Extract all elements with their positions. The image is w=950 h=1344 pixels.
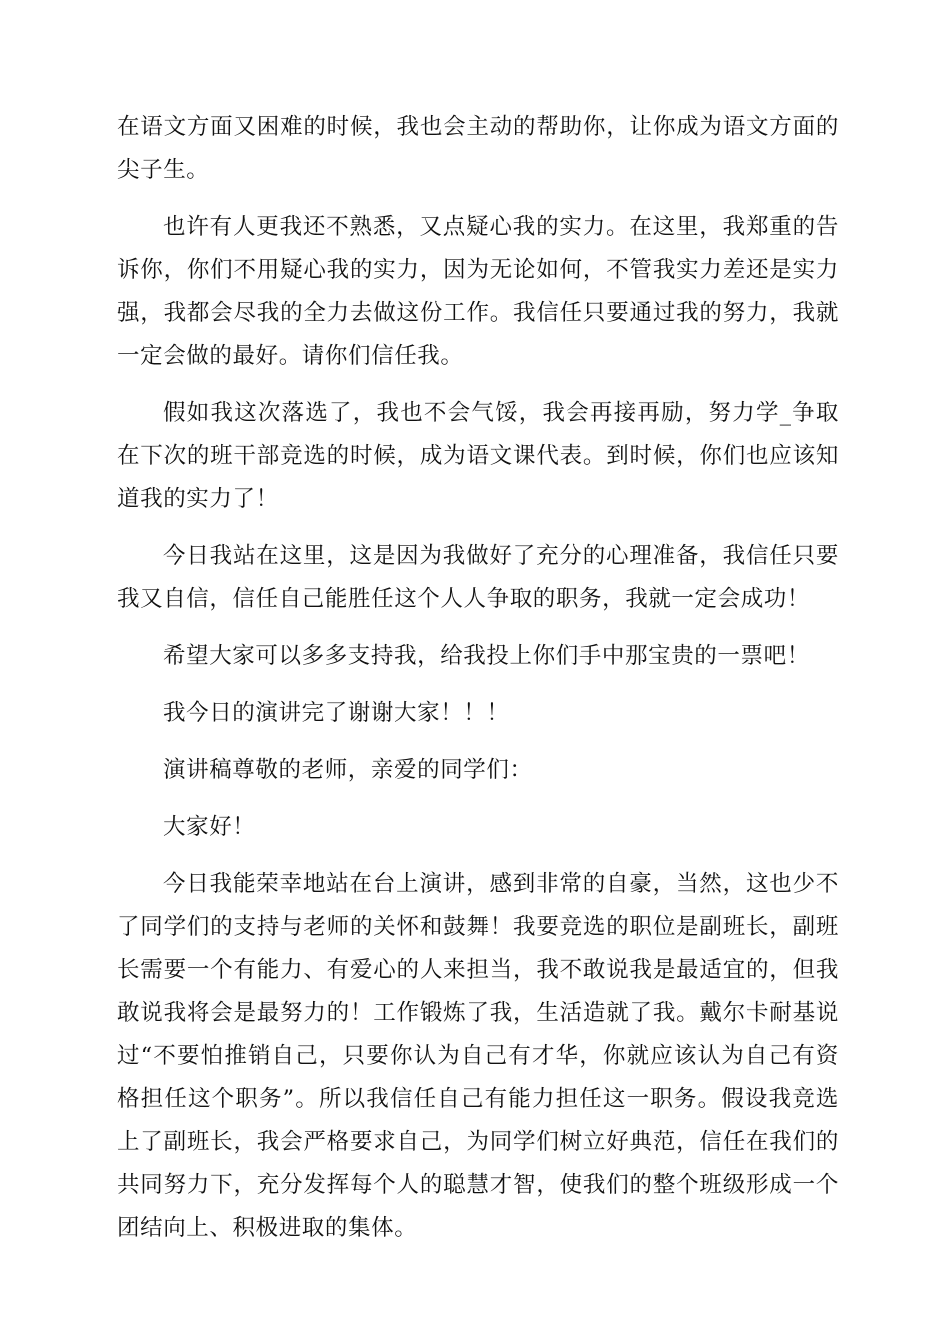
paragraph-7: 演讲稿尊敬的老师，亲爱的同学们： <box>163 757 533 783</box>
paragraph-3: 假如我这次落选了，我也不会气馁，我会再接再励，努力学_争取在下次的班干部竞选的时候，成为语文课代表。到时候，你们也应该知道我的实力了！ <box>117 400 839 512</box>
paragraph-1: 在语文方面又困难的时候，我也会主动的帮助你，让你成为语文方面的尖子生。 <box>117 114 839 183</box>
paragraph-8: 大家好！ <box>163 814 256 840</box>
paragraph-5: 希望大家可以多多支持我，给我投上你们手中那宝贵的一票吧！ <box>163 643 810 669</box>
paragraph-4: 今日我站在这里，这是因为我做好了充分的心理准备，我信任只要我又自信，信任自己能胜任这个人人争取的职务，我就一定会成功！ <box>117 543 839 612</box>
document-body <box>117 106 839 1264</box>
paragraph-2: 也许有人更我还不熟悉，又点疑心我的实力。在这里，我郑重的告诉你，你们不用疑心我的实力，因为无论如何，不管我实力差还是实力强，我都会尽我的全力去做这份工作。我信任只要通过我的努力，我就一定会做的最好。请你们信任我。 <box>117 214 839 369</box>
paragraph-6: 我今日的演讲完了谢谢大家！！！ <box>163 700 510 726</box>
paragraph-9: 今日我能荣幸地站在台上演讲，感到非常的自豪，当然，这也少不了同学们的支持与老师的关怀和鼓舞！我要竞选的职位是副班长，副班长需要一个有能力、有爱心的人来担当，我不敢说我是最适宜的，但我敢说我将会是最努力的！工作锻炼了我，生活造就了我。戴尔卡耐基说过“不要怕推销自己，只要你认为自己有才华，你就应该认为自己有资格担任这个职务”。所以我信任自己有能力担任这一职务。假设我竞选上了副班长，我会严格要求自己，为同学们树立好典范，信任在我们的共同努力下，充分发挥每个人的聪慧才智，使我们的整个班级形成一个团结向上、积极进取的集体。 <box>117 871 839 1241</box>
